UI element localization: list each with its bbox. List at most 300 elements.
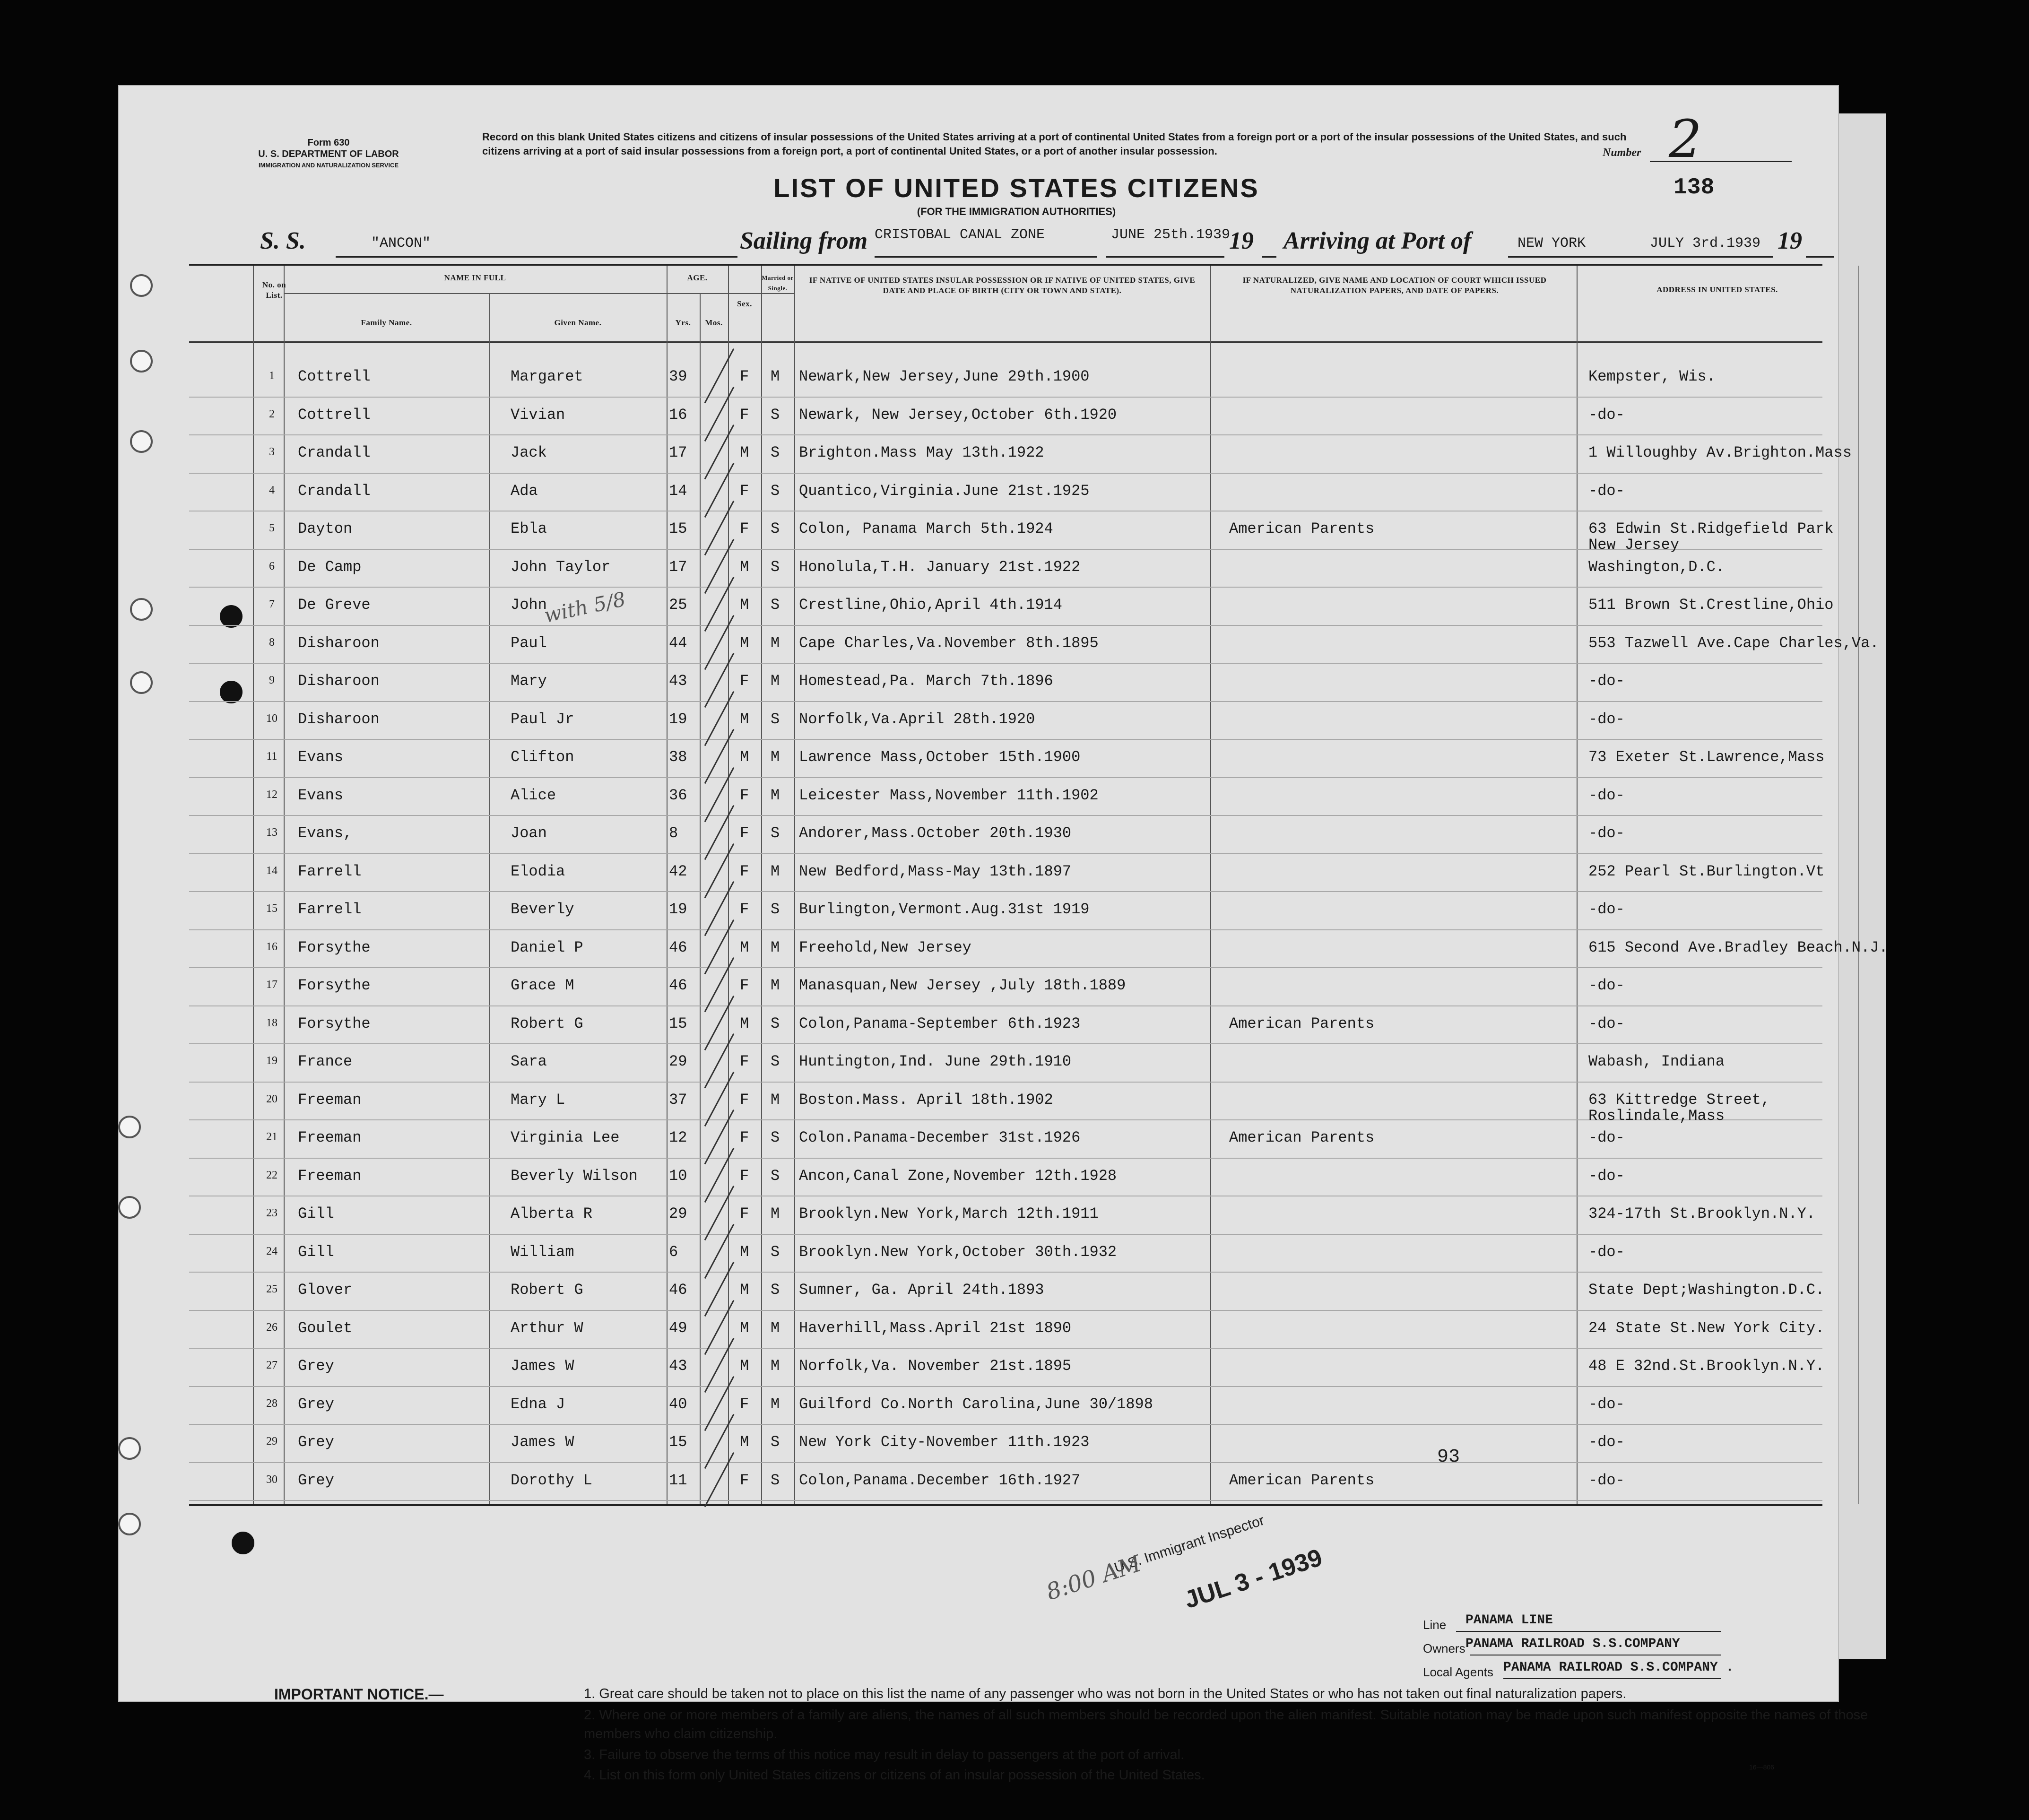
arriving-line <box>1508 256 1773 258</box>
cell-no: 3 <box>269 446 275 458</box>
cell-addr: 511 Brown St.Crestline,Ohio <box>1588 596 1834 614</box>
cell-addr: -do- <box>1588 977 1625 994</box>
cell-given: Dorothy L <box>511 1471 592 1489</box>
cell-birth: Sumner, Ga. April 24th.1893 <box>799 1281 1044 1299</box>
cell-addr: 615 Second Ave.Bradley Beach.N.J. <box>1588 938 1888 956</box>
ss-label: S. S. <box>260 227 306 254</box>
cell-sex: F <box>740 786 749 804</box>
cell-given: Robert G <box>511 1014 583 1032</box>
cell-sex: M <box>740 1433 749 1451</box>
cell-ms: M <box>771 1205 780 1222</box>
cell-ms: S <box>771 596 780 614</box>
service-name: IMMIGRATION AND NATURALIZATION SERVICE <box>258 162 399 169</box>
header-address: ADDRESS IN UNITED STATES. <box>1656 285 1778 294</box>
sailing-from: CRISTOBAL CANAL ZONE <box>875 227 1045 243</box>
cell-birth: Boston.Mass. April 18th.1902 <box>799 1091 1053 1109</box>
cell-family: Disharoon <box>298 672 380 690</box>
cell-birth: Crestline,Ohio,April 4th.1914 <box>799 596 1062 614</box>
punch-hole <box>118 1116 141 1138</box>
cell-ms: M <box>771 938 780 956</box>
cell-addr: Wabash, Indiana <box>1588 1053 1725 1070</box>
table-row <box>189 702 1822 740</box>
cell-addr: -do- <box>1588 901 1625 918</box>
cell-addr: Washington,D.C. <box>1588 558 1725 576</box>
number-value: 2 <box>1669 109 1702 169</box>
cell-age: 16 <box>669 406 687 424</box>
cell-age: 40 <box>669 1395 687 1413</box>
cell-no: 11 <box>266 750 277 763</box>
cell-age: 44 <box>669 634 687 652</box>
cell-no: 29 <box>266 1435 277 1447</box>
cell-given: Daniel P <box>511 938 583 956</box>
cell-sex: F <box>740 901 749 918</box>
table-row <box>189 588 1834 626</box>
year-line-2 <box>1806 256 1834 258</box>
cell-sex: M <box>740 596 749 614</box>
sailing-from-line <box>875 256 1097 258</box>
cell-addr: Kempster, Wis. <box>1588 368 1716 385</box>
header-given-name: Given Name. <box>554 318 602 327</box>
inspector-stamp-date: JUL 3 - 1939 <box>1181 1543 1326 1614</box>
cell-age: 25 <box>669 596 687 614</box>
cell-birth: Lawrence Mass,October 15th.1900 <box>799 748 1081 766</box>
ship-name-line <box>336 256 737 258</box>
cell-family: Glover <box>298 1281 353 1299</box>
cell-family: Forsythe <box>298 938 371 956</box>
cell-addr: 24 State St.New York City. <box>1588 1319 1825 1337</box>
cell-family: Freeman <box>298 1129 362 1146</box>
cell-given: Robert G <box>511 1281 583 1299</box>
cell-addr: -do- <box>1588 672 1625 690</box>
punch-hole <box>130 671 153 694</box>
cell-given: Paul Jr <box>511 710 574 728</box>
cell-given: Alberta R <box>511 1205 592 1222</box>
cell-sex: F <box>740 1471 749 1489</box>
cell-ms: M <box>771 634 780 652</box>
cell-age: 11 <box>669 1471 687 1489</box>
cell-no: 12 <box>266 788 277 801</box>
cell-addr: 48 E 32nd.St.Brooklyn.N.Y. <box>1588 1357 1825 1375</box>
cell-age: 46 <box>669 977 687 994</box>
notice-item: 4. List on this form only United States citizens or citizens of an insular possession of the United States. <box>584 1768 1205 1783</box>
cell-sex: F <box>740 1091 749 1109</box>
cell-sex: F <box>740 672 749 690</box>
header-birth: IF NATIVE OF UNITED STATES INSULAR POSSESSION OR IF NATIVE OF UNITED STATES, GIVE DATE AND PLACE OF BIRTH (CITY OR TOWN AND STATE). <box>809 276 1196 295</box>
cell-no: 9 <box>269 674 275 686</box>
cell-no: 17 <box>266 979 277 991</box>
cell-birth: Honolula,T.H. January 21st.1922 <box>799 558 1081 576</box>
number-underline <box>1650 161 1792 162</box>
cell-age: 10 <box>669 1167 687 1185</box>
form-number: Form 630 <box>307 138 350 148</box>
cell-age: 49 <box>669 1319 687 1337</box>
punch-hole <box>130 350 153 373</box>
cell-birth: Quantico,Virginia.June 21st.1925 <box>799 482 1090 500</box>
cell-ms: S <box>771 1243 780 1261</box>
header-no: No. on List. <box>262 280 286 300</box>
number-label: Number <box>1603 147 1641 159</box>
cell-given: Paul <box>511 634 547 652</box>
cell-birth: Brooklyn.New York,March 12th.1911 <box>799 1205 1099 1222</box>
cell-no: 24 <box>266 1245 277 1257</box>
ship-name: "ANCON" <box>371 235 431 251</box>
cell-addr: -do- <box>1588 824 1625 842</box>
table-row <box>189 550 1822 588</box>
cell-sex: M <box>740 938 749 956</box>
cell-given: Arthur W <box>511 1319 583 1337</box>
table-row <box>189 1006 1822 1045</box>
cell-addr: 1 Willoughby Av.Brighton.Mass <box>1588 444 1852 461</box>
cell-given: Beverly Wilson <box>511 1167 638 1185</box>
cell-sex: M <box>740 444 749 461</box>
cell-age: 15 <box>669 1014 687 1032</box>
header-mos: Mos. <box>705 318 723 327</box>
cell-sex: F <box>740 1053 749 1070</box>
page-subtitle: (FOR THE IMMIGRATION AUTHORITIES) <box>917 206 1116 217</box>
cell-family: Crandall <box>298 444 371 461</box>
arriving-label: Arriving at Port of <box>1283 227 1472 254</box>
arriving-port: NEW YORK <box>1517 235 1586 251</box>
cell-family: Crandall <box>298 482 371 500</box>
cell-sex: M <box>740 1319 749 1337</box>
punch-hole <box>232 1532 254 1554</box>
cell-sex: F <box>740 1205 749 1222</box>
passenger-table <box>189 264 1888 1506</box>
cell-ms: M <box>771 786 780 804</box>
cell-addr: -do- <box>1588 1243 1625 1261</box>
cell-sex: F <box>740 977 749 994</box>
arriving-date: JULY 3rd.1939 <box>1650 235 1761 251</box>
cell-addr2: Roslindale,Mass <box>1588 1107 1725 1125</box>
cell-ms: M <box>771 862 780 880</box>
cell-no: 25 <box>266 1283 277 1295</box>
number-block <box>1603 109 1773 169</box>
punch-hole <box>118 1513 141 1535</box>
cell-sex: M <box>740 1357 749 1375</box>
cell-ms: M <box>771 672 780 690</box>
cell-birth: Colon,Panama-September 6th.1923 <box>799 1014 1081 1032</box>
page-title: LIST OF UNITED STATES CITIZENS <box>773 173 1259 203</box>
cell-no: 23 <box>266 1207 277 1219</box>
cell-family: Evans, <box>298 824 353 842</box>
cell-given: Joan <box>511 824 547 842</box>
table-row <box>189 1349 1825 1387</box>
department-name: U. S. DEPARTMENT OF LABOR <box>258 149 399 159</box>
cell-given: Sara <box>511 1053 547 1070</box>
cell-no: 10 <box>266 712 277 725</box>
cell-given: Vivian <box>511 406 565 424</box>
cell-family: Farrell <box>298 862 362 880</box>
cell-ms: S <box>771 824 780 842</box>
cell-family: Gill <box>298 1205 334 1222</box>
cell-no: 13 <box>266 826 277 839</box>
cell-family: Disharoon <box>298 634 380 652</box>
header-naturalized: IF NATURALIZED, GIVE NAME AND LOCATION OF COURT WHICH ISSUED NATURALIZATION PAPERS, AND DATE OF PAPERS. <box>1242 276 1547 295</box>
table-row <box>189 854 1825 893</box>
cell-age: 38 <box>669 748 687 766</box>
cell-given: John <box>511 596 547 614</box>
cell-addr: -do- <box>1588 1014 1625 1032</box>
cell-addr: -do- <box>1588 406 1625 424</box>
cell-no: 7 <box>269 598 275 610</box>
header-name-in-full: NAME IN FULL <box>444 273 506 282</box>
cell-ms: M <box>771 1319 780 1337</box>
cell-sex: F <box>740 520 749 537</box>
punch-hole <box>130 274 153 297</box>
cell-family: Gill <box>298 1243 334 1261</box>
cell-ms: M <box>771 1395 780 1413</box>
table-row <box>189 1311 1825 1349</box>
cell-age: 19 <box>669 710 687 728</box>
cell-birth: Andorer,Mass.October 20th.1930 <box>799 824 1072 842</box>
table-row <box>189 1044 1822 1083</box>
cell-no: 1 <box>269 370 275 382</box>
cell-ms: S <box>771 1053 780 1070</box>
cell-sex: F <box>740 824 749 842</box>
cell-family: Evans <box>298 786 344 804</box>
cell-no: 16 <box>266 940 277 953</box>
cell-birth: Norfolk,Va. November 21st.1895 <box>799 1357 1072 1375</box>
table-row <box>189 930 1888 969</box>
cell-addr: -do- <box>1588 710 1625 728</box>
cell-age: 39 <box>669 368 687 385</box>
cell-given: Elodia <box>511 862 565 880</box>
cell-family: Forsythe <box>298 977 371 994</box>
notice-item: 3. Failure to observe the terms of this notice may result in delay to passengers at the port of arrival. <box>584 1747 1185 1762</box>
subheader-divider <box>284 293 794 294</box>
header-sex: Sex. <box>737 299 752 308</box>
col-divider <box>1858 266 1859 1504</box>
table-row <box>189 892 1822 930</box>
cell-given: William <box>511 1243 574 1261</box>
table-row <box>189 778 1822 816</box>
cell-addr: 252 Pearl St.Burlington.Vt <box>1588 862 1825 880</box>
cell-birth: Manasquan,New Jersey ,July 18th.1889 <box>799 977 1126 994</box>
cell-birth: Colon.Panama-December 31st.1926 <box>799 1129 1081 1146</box>
cell-addr: -do- <box>1588 482 1625 500</box>
cell-no: 8 <box>269 636 275 649</box>
cell-addr2: New Jersey <box>1588 536 1680 554</box>
cell-given: Mary <box>511 672 547 690</box>
line-label: Line <box>1423 1618 1447 1632</box>
form-code: 16—806 <box>1749 1763 1774 1771</box>
cell-given: Jack <box>511 444 547 461</box>
cell-sex: F <box>740 1395 749 1413</box>
cell-birth: Haverhill,Mass.April 21st 1890 <box>799 1319 1072 1337</box>
cell-family: Goulet <box>298 1319 353 1337</box>
cell-addr: -do- <box>1588 1167 1625 1185</box>
cell-given: Mary L <box>511 1091 565 1109</box>
cell-no: 20 <box>266 1092 277 1105</box>
cell-ms: S <box>771 558 780 576</box>
notice-item: 2. Where one or more members of a family are aliens, the names of all such members should be recorded upon the alien manifest. Suitable notation may be made upon such manifest opposite the names of those members who claim citizenship. <box>584 1707 1868 1742</box>
cell-addr: -do- <box>1588 1129 1625 1146</box>
cell-no: 26 <box>266 1321 277 1334</box>
cell-given: Alice <box>511 786 556 804</box>
inspector-stamp-label: U.S. Immigrant Inspector <box>1112 1512 1266 1576</box>
agents-label: Local Agents <box>1423 1665 1493 1679</box>
owners-value: PANAMA RAILROAD S.S.COMPANY <box>1465 1637 1680 1651</box>
cell-birth: Newark,New Jersey,June 29th.1900 <box>799 368 1090 385</box>
cell-nat: American Parents <box>1229 1129 1375 1146</box>
cell-birth: Huntington,Ind. June 29th.1910 <box>799 1053 1072 1070</box>
cell-ms: S <box>771 901 780 918</box>
cell-sex: F <box>740 368 749 385</box>
cell-no: 5 <box>269 522 275 534</box>
cell-sex: F <box>740 1167 749 1185</box>
cell-family: Dayton <box>298 520 353 537</box>
inspector-stamp-time: 8:00 AM <box>1043 1550 1145 1606</box>
table-row <box>189 1273 1825 1311</box>
cell-no: 21 <box>266 1131 277 1143</box>
table-row <box>189 968 1822 1006</box>
cell-no: 6 <box>269 560 275 572</box>
manifest-page <box>118 85 1888 1783</box>
cell-no: 4 <box>269 484 275 496</box>
sailing-date: JUNE 25th.1939 <box>1111 227 1231 243</box>
cell-age: 42 <box>669 862 687 880</box>
cell-ms: S <box>771 444 780 461</box>
cell-age: 43 <box>669 1357 687 1375</box>
table-row <box>189 1120 1822 1159</box>
cell-given: Margaret <box>511 368 583 385</box>
cell-birth: Cape Charles,Va.November 8th.1895 <box>799 634 1099 652</box>
cell-age: 46 <box>669 938 687 956</box>
cell-birth: New Bedford,Mass-May 13th.1897 <box>799 862 1072 880</box>
agents-value: PANAMA RAILROAD S.S.COMPANY . <box>1503 1660 1734 1675</box>
cell-age: 12 <box>669 1129 687 1146</box>
cell-no: 30 <box>266 1473 277 1486</box>
cell-given: Clifton <box>511 748 574 766</box>
cell-birth: Brighton.Mass May 13th.1922 <box>799 444 1044 461</box>
cell-no: 28 <box>266 1397 277 1410</box>
cell-no: 22 <box>266 1169 277 1181</box>
year-label-1: 19 <box>1229 227 1254 254</box>
table-row <box>189 1387 1822 1425</box>
cell-birth: Leicester Mass,November 11th.1902 <box>799 786 1099 804</box>
cell-ms: M <box>771 748 780 766</box>
cell-birth: Homestead,Pa. March 7th.1896 <box>799 672 1053 690</box>
cell-no: 19 <box>266 1055 277 1067</box>
table-row <box>189 398 1822 436</box>
cell-sex: M <box>740 634 749 652</box>
cell-family: Cottrell <box>298 368 371 385</box>
cell-birth: Colon,Panama.December 16th.1927 <box>799 1471 1081 1489</box>
cell-ms: S <box>771 1281 780 1299</box>
cell-addr: State Dept;Washington.D.C. <box>1588 1281 1825 1299</box>
cell-birth: New York City-November 11th.1923 <box>799 1433 1090 1451</box>
cell-birth: Colon, Panama March 5th.1924 <box>799 520 1053 537</box>
cell-ms: S <box>771 1014 780 1032</box>
cell-age: 15 <box>669 1433 687 1451</box>
table-row <box>189 511 1834 554</box>
cell-ms: S <box>771 520 780 537</box>
line-value: PANAMA LINE <box>1465 1613 1553 1628</box>
cell-no: 15 <box>266 902 277 915</box>
table-row <box>189 664 1822 702</box>
cell-sex: M <box>740 748 749 766</box>
cell-ms: S <box>771 1433 780 1451</box>
cell-addr: 553 Tazwell Ave.Cape Charles,Va. <box>1588 634 1879 652</box>
notice-item: 1. Great care should be taken not to place on this list the name of any passenger who was not born in the United States or who has not taken out final naturalization papers. <box>584 1686 1627 1701</box>
cell-family: Grey <box>298 1471 334 1489</box>
cell-ms: S <box>771 482 780 500</box>
form-identification <box>243 137 414 171</box>
cell-given: Virginia Lee <box>511 1129 620 1146</box>
cell-age: 6 <box>669 1243 678 1261</box>
cell-addr: -do- <box>1588 1433 1625 1451</box>
cell-family: Grey <box>298 1433 334 1451</box>
cell-family: Evans <box>298 748 344 766</box>
punch-hole <box>118 1196 141 1219</box>
cell-addr: 63 Edwin St.Ridgefield Park <box>1588 520 1834 537</box>
header-age: AGE. <box>687 273 708 282</box>
cell-no: 27 <box>266 1359 277 1371</box>
cell-given: Edna J <box>511 1395 565 1413</box>
cell-addr: 324-17th St.Brooklyn.N.Y. <box>1588 1205 1816 1222</box>
cell-ms: S <box>771 1167 780 1185</box>
header-yrs: Yrs. <box>675 318 691 327</box>
cell-sex: M <box>740 710 749 728</box>
cell-addr: 73 Exeter St.Lawrence,Mass <box>1588 748 1825 766</box>
notice-heading: IMPORTANT NOTICE.— <box>274 1686 444 1703</box>
table-row <box>189 435 1852 474</box>
cell-addr: -do- <box>1588 1471 1625 1489</box>
punch-hole <box>118 1437 141 1460</box>
cell-given: Beverly <box>511 901 574 918</box>
cell-addr: -do- <box>1588 786 1625 804</box>
table-row <box>189 1425 1822 1463</box>
margin-note: with 5/8 <box>542 587 628 627</box>
cell-family: Farrell <box>298 901 362 918</box>
cell-given: John Taylor <box>511 558 611 576</box>
cell-family: Grey <box>298 1395 334 1413</box>
cell-ms: M <box>771 977 780 994</box>
punch-hole <box>130 430 153 453</box>
line-underline <box>1456 1631 1721 1632</box>
table-row <box>189 474 1822 512</box>
cell-no: 18 <box>266 1016 277 1029</box>
header-married-single: Married or Single. <box>762 274 794 292</box>
cell-family: De Camp <box>298 558 362 576</box>
cell-family: De Greve <box>298 596 371 614</box>
table-row <box>189 626 1879 664</box>
cell-birth: Ancon,Canal Zone,November 12th.1928 <box>799 1167 1117 1185</box>
cell-age: 8 <box>669 824 678 842</box>
cell-nat: American Parents <box>1229 1014 1375 1032</box>
table-row <box>189 1083 1822 1125</box>
cell-nat: American Parents <box>1229 1471 1375 1489</box>
cell-family: Forsythe <box>298 1014 371 1032</box>
cell-age: 29 <box>669 1205 687 1222</box>
cell-given: Ada <box>511 482 538 500</box>
table-row <box>189 1463 1822 1501</box>
table-row <box>189 1235 1822 1273</box>
table-row <box>189 740 1825 778</box>
cell-family: Cottrell <box>298 406 371 424</box>
row-rule <box>189 1500 1822 1501</box>
sailing-date-line <box>1106 256 1224 258</box>
cell-age: 14 <box>669 482 687 500</box>
cell-age: 17 <box>669 558 687 576</box>
cell-ms: S <box>771 1129 780 1146</box>
cell-addr: -do- <box>1588 1395 1625 1413</box>
punch-hole <box>130 598 153 621</box>
cell-ms: S <box>771 1471 780 1489</box>
cell-birth: Burlington,Vermont.Aug.31st 1919 <box>799 901 1090 918</box>
table-row <box>189 1159 1822 1197</box>
owners-label: Owners <box>1423 1641 1465 1655</box>
